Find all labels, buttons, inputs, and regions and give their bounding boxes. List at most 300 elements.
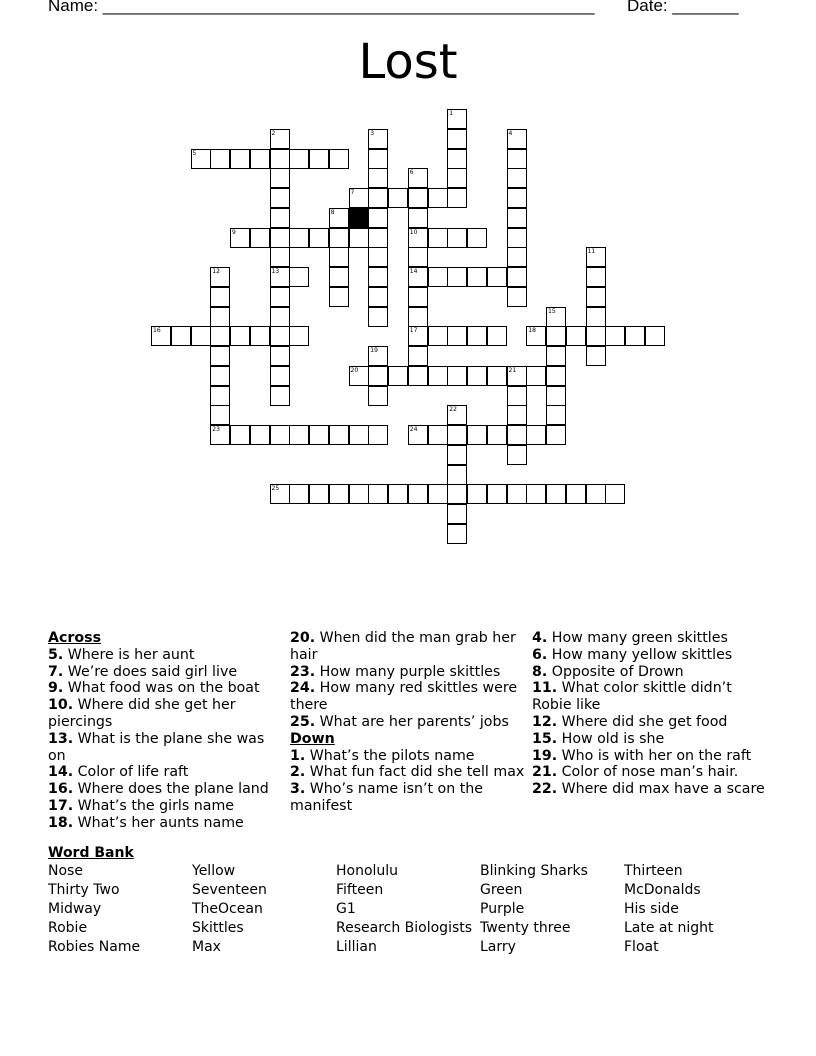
grid-cell[interactable] [250, 425, 270, 445]
grid-cell[interactable] [546, 484, 566, 504]
grid-cell[interactable] [250, 228, 270, 248]
clue-number: 16. [48, 781, 74, 798]
clue-number: 17 [409, 327, 418, 335]
clue-text: What is the plane she was on [48, 730, 265, 764]
word-bank-item: Skittles [192, 920, 244, 936]
grid-cell[interactable] [171, 326, 191, 346]
clue-number: 3 [370, 129, 375, 137]
grid-cell[interactable] [270, 247, 290, 267]
grid-cell[interactable] [309, 425, 329, 445]
word-bank-item: Fifteen [336, 882, 384, 898]
grid-cell[interactable] [428, 228, 448, 248]
grid-cell[interactable] [368, 346, 388, 366]
grid-cell[interactable] [507, 129, 527, 149]
clue-item [290, 680, 530, 714]
grid-cell[interactable] [507, 386, 527, 406]
clue-text: What fun fact did she tell max [305, 764, 525, 781]
grid-cell[interactable] [447, 267, 467, 287]
grid-cell[interactable] [349, 228, 369, 248]
word-bank-item: Research Biologists [336, 920, 473, 936]
clue-number: 17. [48, 797, 74, 814]
grid-cell[interactable] [447, 504, 467, 524]
grid-cell[interactable] [368, 484, 388, 504]
clue-text: What are her parents’ jobs [315, 713, 509, 730]
clue-text: Where did she get her piercings [48, 697, 236, 730]
clue-item [48, 781, 284, 798]
clue-item [48, 815, 284, 832]
word-bank-item: Max [192, 939, 221, 955]
clue-number: 19 [370, 347, 378, 354]
word-bank-item: Thirteen [624, 863, 683, 879]
grid-cell[interactable] [191, 326, 211, 346]
clue-number: 14. [48, 764, 74, 781]
clue-item [48, 697, 284, 731]
word-bank-item: Yellow [192, 863, 236, 879]
grid-cell[interactable] [546, 346, 566, 366]
grid-cell[interactable] [447, 405, 467, 425]
grid-cell[interactable] [270, 208, 290, 228]
grid-cell[interactable] [487, 484, 507, 504]
grid-cell[interactable] [467, 484, 487, 504]
clue-number: 5 [192, 149, 197, 157]
grid-cell[interactable] [270, 484, 290, 504]
grid-cell[interactable] [270, 326, 290, 346]
clue-number: 2 [271, 129, 276, 137]
grid-cell[interactable] [447, 129, 467, 149]
grid-cell[interactable] [467, 366, 487, 386]
clue-text: What’s the girls name [73, 797, 234, 814]
grid-cell[interactable] [447, 465, 467, 485]
clue-item [532, 748, 772, 765]
grid-cell[interactable] [408, 326, 428, 346]
grid-cell[interactable] [329, 208, 349, 228]
grid-cell[interactable] [270, 168, 290, 188]
grid-cell[interactable] [368, 228, 388, 248]
clue-text: What food was on the boat [63, 680, 260, 697]
grid-cell[interactable] [368, 188, 388, 208]
grid-cell[interactable] [507, 287, 527, 307]
clue-number: 18. [48, 814, 74, 831]
clue-number: 1. [290, 747, 306, 764]
clue-number: 14 [409, 268, 418, 275]
grid-cell[interactable] [408, 208, 428, 228]
clue-item [48, 664, 284, 681]
grid-cell[interactable] [408, 346, 428, 366]
clue-number: 8. [532, 663, 548, 680]
word-bank-item: Nose [48, 863, 83, 879]
clue-text: How many green skittles [547, 630, 728, 646]
clue-number: 20. [290, 630, 316, 646]
clue-text: When did the man grab her hair [290, 630, 516, 663]
clue-text: Opposite of Drown [547, 663, 684, 680]
grid-cell[interactable] [210, 149, 230, 169]
clue-number: 12. [532, 713, 558, 730]
clue-item [48, 764, 284, 781]
clue-number: 24 [409, 426, 418, 433]
grid-cell[interactable] [329, 149, 349, 169]
clue-number: 18 [528, 327, 536, 335]
clue-number: 10. [48, 697, 74, 714]
clue-item [532, 731, 772, 748]
grid-cell[interactable] [507, 247, 527, 267]
grid-cell[interactable] [388, 484, 408, 504]
word-bank-column [624, 862, 713, 957]
grid-cell[interactable] [447, 445, 467, 465]
clue-number: 22 [449, 406, 457, 414]
grid-cell[interactable] [507, 425, 527, 445]
grid-cell[interactable] [447, 366, 467, 386]
grid-cell[interactable] [270, 188, 290, 208]
page-title: Lost [358, 34, 458, 90]
grid-cell[interactable] [368, 425, 388, 445]
grid-cell[interactable] [191, 149, 211, 169]
grid-cell[interactable] [270, 366, 290, 386]
grid-cell[interactable] [605, 484, 625, 504]
word-bank-item: Midway [48, 901, 102, 917]
grid-cell[interactable] [329, 247, 349, 267]
grid-cell[interactable] [526, 425, 546, 445]
clue-text: What’s the pilots name [305, 747, 475, 764]
grid-cell[interactable] [408, 287, 428, 307]
grid-cell[interactable] [408, 247, 428, 267]
word-bank-item: Late at night [624, 920, 714, 936]
clue-item [532, 664, 772, 681]
clue-text: Color of life raft [73, 764, 189, 781]
grid-cell[interactable] [408, 484, 428, 504]
grid-cell[interactable] [566, 484, 586, 504]
across-heading: Across [48, 630, 102, 646]
grid-cell[interactable] [270, 129, 290, 149]
grid-cell[interactable] [368, 307, 388, 327]
clue-number: 6 [409, 169, 414, 177]
clue-text: What’s her aunts name [73, 814, 244, 831]
clue-text: We’re does said girl live [63, 663, 238, 680]
clue-text: Where is her aunt [63, 646, 195, 663]
grid-cell[interactable] [270, 228, 290, 248]
word-bank-item: Purple [480, 901, 525, 917]
word-bank-column [48, 862, 140, 957]
grid-cell[interactable] [388, 366, 408, 386]
grid-cell[interactable] [329, 287, 349, 307]
grid-cell[interactable] [408, 228, 428, 248]
grid-cell[interactable] [645, 326, 665, 346]
grid-cell[interactable] [289, 425, 309, 445]
clue-item [290, 664, 530, 681]
clues-column-1 [48, 630, 284, 832]
grid-cell[interactable] [526, 484, 546, 504]
word-bank-item: G1 [336, 901, 356, 917]
grid-cell[interactable] [546, 366, 566, 386]
grid-cell[interactable] [507, 405, 527, 425]
word-bank-column [480, 862, 588, 957]
grid-cell[interactable] [210, 405, 230, 425]
word-bank-title: Word Bank [48, 845, 134, 861]
grid-cell[interactable] [349, 484, 369, 504]
clue-number: 16 [153, 327, 161, 335]
grid-cell[interactable] [428, 326, 448, 346]
grid-cell[interactable] [447, 484, 467, 504]
grid-cell[interactable] [368, 366, 388, 386]
grid-cell[interactable] [467, 267, 487, 287]
clue-text: What color skittle didn’t Robie like [532, 680, 732, 714]
grid-cell[interactable] [408, 425, 428, 445]
grid-cell[interactable] [210, 425, 230, 445]
clue-number: 4 [508, 129, 513, 137]
grid-cell[interactable] [210, 267, 230, 287]
grid-cell[interactable] [586, 287, 606, 307]
grid-cell[interactable] [487, 425, 507, 445]
grid-cell[interactable] [210, 326, 230, 346]
grid-cell[interactable] [210, 307, 230, 327]
clue-item [532, 714, 772, 731]
grid-cell[interactable] [408, 188, 428, 208]
clue-number: 15 [548, 307, 556, 315]
grid-cell[interactable] [289, 267, 309, 287]
grid-cell[interactable] [507, 149, 527, 169]
grid-cell[interactable] [349, 425, 369, 445]
grid-cell[interactable] [507, 366, 527, 386]
word-bank-item: Robie [48, 920, 88, 936]
grid-cell[interactable] [270, 307, 290, 327]
grid-cell[interactable] [329, 425, 349, 445]
grid-cell[interactable] [586, 326, 606, 346]
clue-item [48, 647, 284, 664]
grid-cell[interactable] [566, 326, 586, 346]
clue-number: 7. [48, 663, 64, 680]
grid-cell[interactable] [368, 149, 388, 169]
clue-item [532, 764, 772, 781]
grid-cell[interactable] [309, 149, 329, 169]
clue-number: 21. [532, 764, 558, 781]
word-bank-item: Blinking Sharks [480, 863, 588, 879]
clue-number: 19. [532, 747, 558, 764]
clue-number: 21 [508, 366, 517, 374]
clue-number: 7 [350, 189, 355, 196]
grid-cell[interactable] [586, 247, 606, 267]
grid-cell[interactable] [507, 188, 527, 208]
grid-cell[interactable] [546, 307, 566, 327]
grid-cell[interactable] [467, 425, 487, 445]
grid-cell[interactable] [487, 326, 507, 346]
clue-number: 1 [449, 110, 454, 117]
grid-cell[interactable] [270, 287, 290, 307]
clue-item [532, 680, 772, 714]
grid-cell[interactable] [270, 346, 290, 366]
clue-item [532, 647, 772, 664]
grid-cell[interactable] [447, 524, 467, 544]
word-bank-column [192, 862, 267, 957]
grid-cell[interactable] [230, 425, 250, 445]
grid-cell[interactable] [368, 287, 388, 307]
grid-cell[interactable] [230, 228, 250, 248]
clue-number: 3. [290, 781, 306, 798]
grid-cell[interactable] [586, 346, 606, 366]
grid-cell[interactable] [210, 366, 230, 386]
grid-cell[interactable] [447, 149, 467, 169]
grid-cell[interactable] [368, 208, 388, 228]
clue-number: 9 [232, 228, 236, 236]
clue-number: 12 [212, 268, 220, 275]
grid-cell[interactable] [428, 366, 448, 386]
grid-cell[interactable] [388, 188, 408, 208]
grid-cell[interactable] [408, 307, 428, 327]
clue-number: 13. [48, 730, 74, 747]
clue-text: How many purple skittles [315, 663, 501, 680]
clue-number: 9. [48, 680, 64, 697]
name-field[interactable]: Name: ____________________________________________________ [48, 0, 595, 15]
clue-number: 6. [532, 646, 548, 663]
grid-cell[interactable] [270, 267, 290, 287]
grid-cell[interactable] [428, 188, 448, 208]
word-bank-item: His side [624, 901, 679, 917]
grid-cell[interactable] [289, 228, 309, 248]
grid-cell[interactable] [289, 149, 309, 169]
grid-cell[interactable] [546, 425, 566, 445]
clue-text: Who is with her on the raft [557, 747, 752, 764]
grid-cell[interactable] [368, 129, 388, 149]
word-bank-item: Thirty Two [48, 882, 120, 898]
clue-item [290, 630, 530, 664]
grid-cell[interactable] [447, 228, 467, 248]
grid-cell[interactable] [526, 326, 546, 346]
clue-item [48, 798, 284, 815]
clue-item [532, 630, 772, 647]
grid-cell[interactable] [447, 188, 467, 208]
clue-item [290, 764, 530, 781]
clue-number: 11 [587, 248, 596, 256]
clue-number: 15. [532, 730, 558, 747]
grid-cell[interactable] [428, 267, 448, 287]
grid-cell[interactable] [368, 247, 388, 267]
word-bank-item: TheOcean [192, 901, 263, 917]
clue-text: Where did max have a scare [557, 781, 765, 798]
grid-cell[interactable] [250, 149, 270, 169]
grid-cell[interactable] [210, 287, 230, 307]
grid-cell[interactable] [210, 386, 230, 406]
grid-cell[interactable] [368, 168, 388, 188]
grid-cell[interactable] [507, 484, 527, 504]
clue-text: How many yellow skittles [547, 646, 733, 663]
clue-number: 20 [350, 366, 359, 374]
clue-item [290, 781, 530, 815]
grid-cell[interactable] [428, 425, 448, 445]
grid-cell[interactable] [289, 484, 309, 504]
grid-cell[interactable] [270, 149, 290, 169]
black-cell [349, 208, 369, 228]
clue-number: 22. [532, 781, 558, 798]
clue-text: Who’s name isn’t on the manifest [290, 781, 484, 814]
grid-cell[interactable] [586, 484, 606, 504]
date-field[interactable]: Date: _______ [627, 0, 739, 15]
grid-cell[interactable] [151, 326, 171, 346]
grid-cell[interactable] [507, 267, 527, 287]
grid-cell[interactable] [368, 386, 388, 406]
clue-number: 8 [330, 208, 335, 216]
grid-cell[interactable] [349, 188, 369, 208]
grid-cell[interactable] [230, 149, 250, 169]
grid-cell[interactable] [487, 267, 507, 287]
grid-cell[interactable] [507, 445, 527, 465]
grid-cell[interactable] [309, 228, 329, 248]
grid-cell[interactable] [309, 484, 329, 504]
grid-cell[interactable] [289, 326, 309, 346]
grid-cell[interactable] [467, 228, 487, 248]
clue-item [532, 781, 772, 798]
grid-cell[interactable] [368, 267, 388, 287]
grid-cell[interactable] [625, 326, 645, 346]
clue-number: 4. [532, 630, 548, 646]
grid-cell[interactable] [447, 326, 467, 346]
grid-cell[interactable] [329, 228, 349, 248]
grid-cell[interactable] [605, 326, 625, 346]
word-bank-item: Seventeen [192, 882, 267, 898]
clue-number: 23 [212, 426, 220, 433]
grid-cell[interactable] [526, 366, 546, 386]
clue-item [48, 680, 284, 697]
grid-cell[interactable] [546, 326, 566, 346]
word-bank-item: Honolulu [336, 863, 399, 879]
word-bank-item: Robies Name [48, 939, 141, 955]
clue-text: Color of nose man’s hair. [557, 764, 739, 781]
word-bank-item: Float [624, 939, 659, 955]
grid-cell[interactable] [349, 366, 369, 386]
grid-cell[interactable] [329, 484, 349, 504]
grid-cell[interactable] [408, 366, 428, 386]
word-bank-item: Larry [480, 939, 516, 955]
clue-number: 23. [290, 663, 316, 680]
grid-cell[interactable] [447, 168, 467, 188]
grid-cell[interactable] [507, 168, 527, 188]
grid-cell[interactable] [507, 228, 527, 248]
clue-number: 25 [271, 485, 280, 493]
clue-item [290, 714, 530, 731]
grid-cell[interactable] [270, 386, 290, 406]
grid-cell[interactable] [447, 109, 467, 129]
clue-text: Where does the plane land [73, 781, 269, 798]
grid-cell[interactable] [210, 346, 230, 366]
grid-cell[interactable] [447, 425, 467, 445]
grid-cell[interactable] [230, 326, 250, 346]
grid-cell[interactable] [250, 326, 270, 346]
grid-cell[interactable] [507, 208, 527, 228]
grid-cell[interactable] [270, 425, 290, 445]
clue-number: 11. [532, 680, 558, 697]
grid-cell[interactable] [408, 267, 428, 287]
grid-cell[interactable] [546, 405, 566, 425]
grid-cell[interactable] [487, 366, 507, 386]
clue-number: 24. [290, 680, 316, 697]
grid-cell[interactable] [408, 168, 428, 188]
grid-cell[interactable] [467, 326, 487, 346]
word-bank-item: Green [480, 882, 523, 898]
clue-text: How old is she [557, 730, 665, 747]
grid-cell[interactable] [586, 307, 606, 327]
clues-column-2 [290, 630, 530, 815]
word-bank-item: Lillian [336, 939, 377, 955]
clue-number: 10 [409, 228, 418, 236]
clue-text: How many red skittles were there [290, 680, 518, 714]
clue-number: 13 [271, 268, 280, 275]
word-bank-item: McDonalds [624, 882, 701, 898]
clue-number: 2. [290, 764, 306, 781]
grid-cell[interactable] [586, 267, 606, 287]
clue-text: Where did she get food [557, 713, 728, 730]
grid-cell[interactable] [428, 484, 448, 504]
grid-cell[interactable] [329, 267, 349, 287]
clue-number: 5. [48, 646, 64, 663]
grid-cell[interactable] [546, 386, 566, 406]
clue-number: 25. [290, 713, 316, 730]
